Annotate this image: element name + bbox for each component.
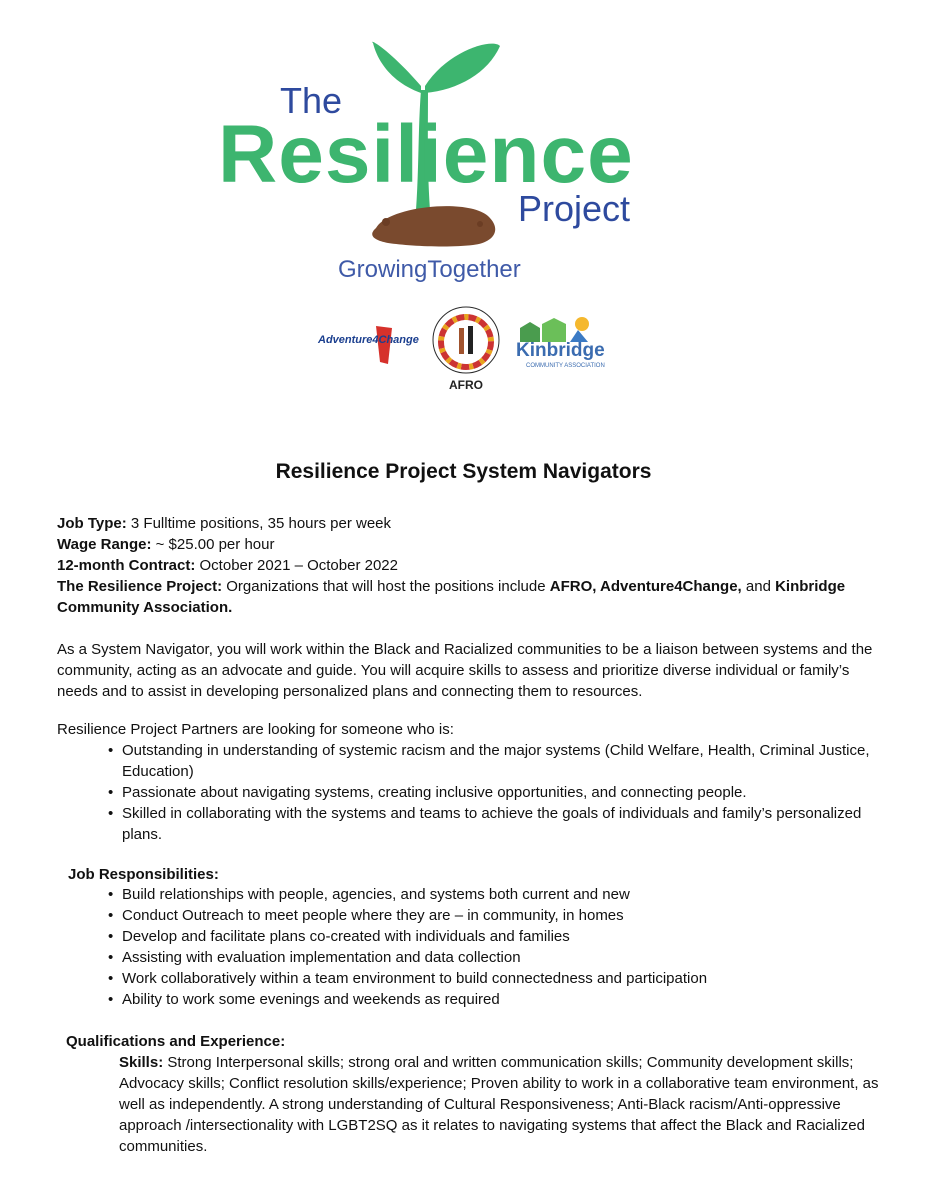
skills-paragraph	[119, 1052, 879, 1157]
resilience-project-logo	[218, 38, 712, 288]
project-text-2: and	[741, 578, 776, 595]
project-orgs-1: AFRO, Adventure4Change,	[549, 578, 742, 595]
wage-value: ~ $25.00 per hour	[151, 536, 275, 553]
list-item: • Passionate about navigating systems, creating inclusive opportunities, and connecting people.	[108, 782, 883, 803]
kinbridge-logo	[512, 314, 604, 372]
looking-for-heading: Resilience Project Partners are looking for someone who is:	[57, 721, 454, 738]
adventure4change-label: Adventure4Change	[318, 334, 419, 346]
list-item: • Outstanding in understanding of systemic racism and the major systems (Child Welfare, Health, Criminal Justice, Education)	[108, 740, 883, 782]
job-type-value: 3 Fulltime positions, 35 hours per week	[126, 515, 392, 532]
skills-text: Strong Interpersonal skills; strong oral and written communication skills; Community development skills; Advocacy skills; Conflict resolution skills/experience; Proven ability to work in a collaborative team environment, as well as independently. A strong understanding of Cultural Responsiveness; Anti-Black racism/Anti-oppressive approach /intersectionality with LGBT2SQ as it relates to navigating systems that affect the Black and Racialized communities.	[119, 1054, 879, 1155]
list-item: • Assisting with evaluation implementation and data collection	[108, 947, 883, 968]
kinbridge-sub: COMMUNITY ASSOCIATION	[526, 363, 605, 369]
project-orgs-2: Kinbridge	[775, 578, 846, 595]
project-text-1: Organizations that will host the positions include	[222, 578, 550, 595]
list-item: • Work collaboratively within a team environment to build connectedness and participation	[108, 968, 883, 989]
list-item: • Develop and facilitate plans co-created with individuals and families	[108, 926, 883, 947]
responsibilities-heading: Job Responsibilities:	[68, 866, 219, 883]
logo-tagline: GrowingTogether	[338, 256, 521, 283]
wage-range	[57, 534, 274, 555]
looking-for-list	[108, 740, 883, 845]
project-label: The Resilience Project:	[57, 578, 223, 595]
logo-project-text: Project	[518, 188, 631, 229]
qualifications-heading: Qualifications and Experience:	[66, 1033, 286, 1050]
afro-label: AFRO	[449, 378, 483, 392]
skills-label: Skills:	[119, 1054, 164, 1071]
intro-paragraph: As a System Navigator, you will work within the Black and Racialized communities to be a liaison between systems and the community, acting as an advocate and guide. You will acquire skills to assess and prioritize diverse individual or family’s needs and to assist in developing personalized plans and connecting them to resources.	[57, 641, 873, 700]
project-hosts-cont	[57, 597, 232, 618]
adventure4change-logo	[318, 322, 418, 368]
contract	[57, 555, 398, 576]
project-hosts	[57, 576, 845, 597]
contract-label: 12-month Contract:	[57, 557, 196, 574]
list-item: • Build relationships with people, agencies, and systems both current and new	[108, 884, 883, 905]
afro-logo	[424, 304, 508, 396]
page-title: Resilience Project System Navigators	[275, 460, 652, 483]
logo-the-text: The	[280, 80, 343, 121]
list-item: • Conduct Outreach to meet people where they are – in community, in homes	[108, 905, 883, 926]
job-type-label: Job Type:	[57, 515, 127, 532]
responsibilities-list	[108, 884, 883, 1010]
contract-value: October 2021 – October 2022	[195, 557, 398, 574]
list-item: • Skilled in collaborating with the systems and teams to achieve the goals of individuals and family’s personalized plans.	[108, 803, 883, 845]
project-orgs-3: Community Association.	[57, 599, 233, 616]
wage-label: Wage Range:	[57, 536, 152, 553]
logo-resilience-text: Resilience	[218, 109, 634, 200]
kinbridge-label: Kinbridge	[516, 340, 605, 361]
job-type	[57, 513, 391, 534]
list-item: • Ability to work some evenings and weekends as required	[108, 989, 883, 1010]
